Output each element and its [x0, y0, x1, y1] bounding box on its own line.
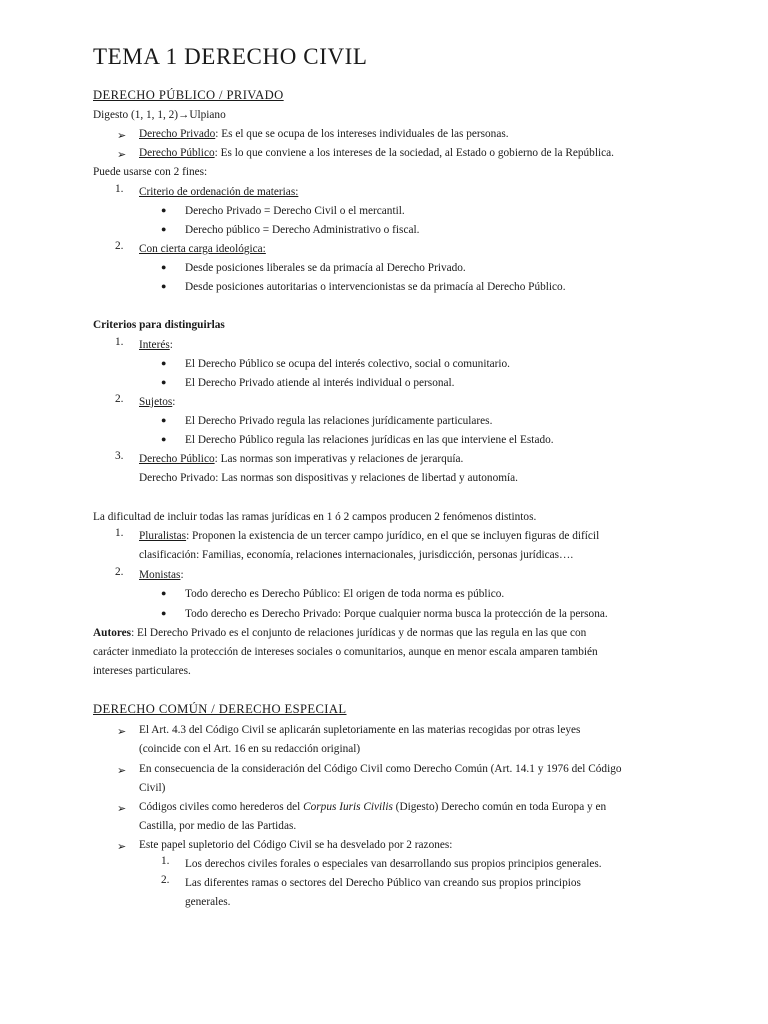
term-derecho-publico: Derecho Público [139, 147, 215, 159]
criterio-ordenacion: Criterio de ordenación de materias: [139, 186, 299, 198]
text-segment: (Digesto) Derecho común en toda Europa y en [392, 801, 607, 813]
bullet-icon: ● [161, 415, 167, 425]
criterio-derecho-publico [139, 450, 463, 469]
list-item: El Derecho Privado regula las relaciones jurídicamente particulares. [185, 415, 493, 427]
autores-continuation: carácter inmediato la protección de intereses sociales o comunitarios, aunque en menor escala amparen también [93, 646, 598, 658]
colon: : [172, 396, 176, 408]
bullet-icon: ● [161, 434, 167, 444]
monistas-item [139, 566, 184, 585]
term-monistas: Monistas [139, 569, 181, 581]
razon-item-continuation: generales. [185, 896, 231, 908]
term-sujetos: Sujetos [139, 396, 173, 408]
arrow-bullet-icon: ➢ [117, 803, 127, 815]
list-item: El Derecho Público regula las relaciones jurídicas en las que interviene el Estado. [185, 434, 554, 446]
list-number: 2. [115, 240, 124, 252]
list-item: El Art. 4.3 del Código Civil se aplicarán supletoriamente en las materias recogidas por otras leyes [139, 724, 581, 736]
list-item: Desde posiciones autoritarias o intervencionistas se da primacía al Derecho Público. [185, 281, 566, 293]
bullet-icon: ● [161, 281, 167, 291]
criterios-heading: Criterios para distinguirlas [93, 319, 225, 331]
term-derecho-privado: Derecho Privado [139, 128, 216, 140]
criterio-interes [139, 336, 173, 355]
criterio-sujetos [139, 393, 175, 412]
colon: : [180, 569, 184, 581]
list-number: 2. [115, 393, 124, 405]
carga-ideologica: Con cierta carga ideológica: [139, 243, 266, 255]
autores-paragraph [93, 624, 586, 643]
criterio-derecho-privado: Derecho Privado: Las normas son dispositivas y relaciones de libertad y autonomía. [139, 472, 518, 484]
term-interes: Interés [139, 339, 170, 351]
list-item: En consecuencia de la consideración del Código Civil como Derecho Común (Art. 14.1 y 1976 del Código [139, 763, 622, 775]
list-item: Desde posiciones liberales se da primacía al Derecho Privado. [185, 262, 466, 274]
section-heading-comun-especial: DERECHO COMÚN / DERECHO ESPECIAL [93, 702, 347, 716]
list-item: Derecho público = Derecho Administrativo o fiscal. [185, 224, 420, 236]
list-item: Todo derecho es Derecho Público: El origen de toda norma es público. [185, 588, 505, 600]
list-number: 1. [115, 336, 124, 348]
pluralistas-item [139, 527, 599, 546]
autores-text: : El Derecho Privado es el conjunto de relaciones jurídicas y de normas que las regula en las que con [131, 627, 587, 639]
list-item: Todo derecho es Derecho Privado: Porque cualquier norma busca la protección de la persona. [185, 608, 608, 620]
bullet-icon: ● [161, 262, 167, 272]
list-item: Derecho Privado = Derecho Civil o el mercantil. [185, 205, 405, 217]
right-arrow-icon: → [178, 109, 190, 121]
fines-line: Puede usarse con 2 fines: [93, 166, 208, 178]
list-item: El Derecho Público se ocupa del interés colectivo, social o comunitario. [185, 358, 510, 370]
list-item-continuation: Castilla, por medio de las Partidas. [139, 820, 297, 832]
list-number: 2. [115, 566, 124, 578]
bullet-icon: ● [161, 358, 167, 368]
text-segment: Códigos civiles como herederos del [139, 801, 304, 813]
term-pluralistas: Pluralistas [139, 530, 187, 542]
pluralistas-continuation: clasificación: Familias, economía, relaciones internacionales, jurisdicción, personas jurídicas…. [139, 549, 574, 561]
list-item: El Derecho Privado atiende al interés individual o personal. [185, 377, 455, 389]
list-number: 1. [161, 855, 170, 867]
list-number: 1. [115, 527, 124, 539]
arrow-bullet-icon: ➢ [117, 149, 127, 161]
definition-text: : Proponen la existencia de un tercer campo jurídico, en el que se incluyen figuras de difícil [186, 530, 600, 542]
list-item-continuation: Civil) [139, 782, 166, 794]
digesto-ref: Digesto (1, 1, 1, 2) [93, 109, 179, 121]
colon: : [169, 339, 173, 351]
arrow-bullet-icon: ➢ [117, 841, 127, 853]
page-title: TEMA 1 DERECHO CIVIL [93, 44, 368, 69]
derecho-publico-definition [139, 144, 614, 163]
corpus-iuris-civilis: Corpus Iuris Civilis [303, 801, 393, 813]
bullet-icon: ● [161, 224, 167, 234]
bullet-icon: ● [161, 205, 167, 215]
list-item: Este papel supletorio del Código Civil se ha desvelado por 2 razones: [139, 839, 453, 851]
list-item-continuation: (coincide con el Art. 16 en su redacción original) [139, 743, 361, 755]
derecho-privado-definition [139, 125, 509, 144]
digesto-author: Ulpiano [189, 109, 226, 121]
dificultad-paragraph: La dificultad de incluir todas las ramas jurídicas en 1 ó 2 campos producen 2 fenómenos distintos. [93, 511, 537, 523]
list-item [139, 798, 606, 817]
autores-label: Autores [93, 627, 132, 639]
bullet-icon: ● [161, 588, 167, 598]
list-number: 1. [115, 183, 124, 195]
term-derecho-publico: Derecho Público [139, 453, 215, 465]
list-number: 3. [115, 450, 124, 462]
section-heading-publico-privado: DERECHO PÚBLICO / PRIVADO [93, 88, 284, 102]
arrow-bullet-icon: ➢ [117, 765, 127, 777]
razon-item: Las diferentes ramas o sectores del Derecho Público van creando sus propios principios [185, 877, 581, 889]
arrow-bullet-icon: ➢ [117, 726, 127, 738]
definition-text: : Es el que se ocupa de los intereses individuales de las personas. [215, 128, 509, 140]
bullet-icon: ● [161, 608, 167, 618]
razon-item: Los derechos civiles forales o especiales van desarrollando sus propios principios generales. [185, 858, 602, 870]
autores-continuation: intereses particulares. [93, 665, 191, 677]
arrow-bullet-icon: ➢ [117, 130, 127, 142]
list-number: 2. [161, 874, 170, 886]
bullet-icon: ● [161, 377, 167, 387]
definition-text: : Las normas son imperativas y relaciones de jerarquía. [214, 453, 464, 465]
definition-text: : Es lo que conviene a los intereses de la sociedad, al Estado o gobierno de la República. [214, 147, 614, 159]
digesto-line [93, 106, 226, 125]
